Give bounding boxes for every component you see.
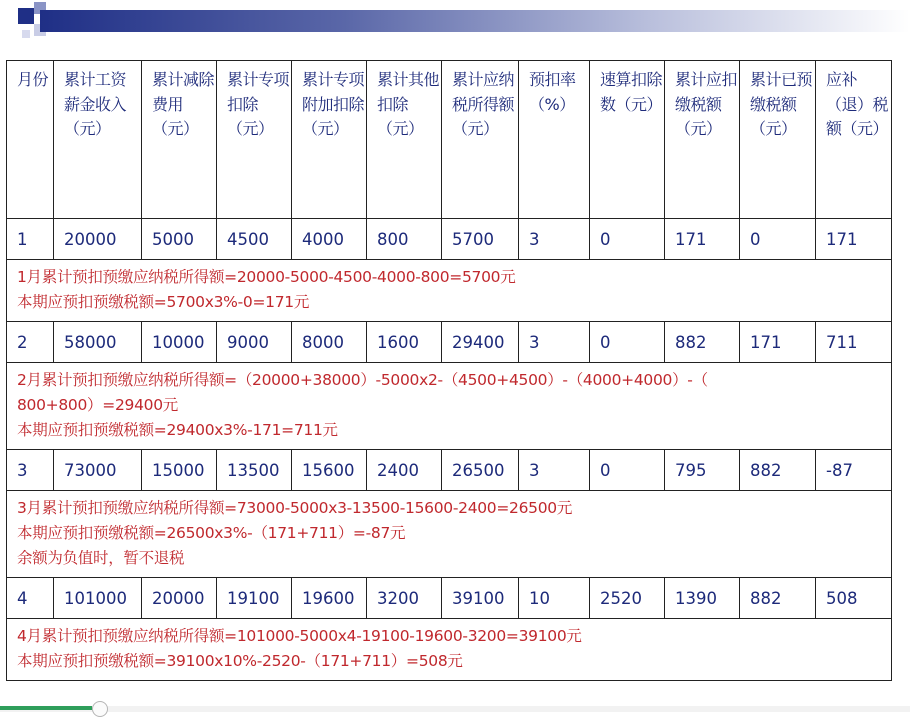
note-line: 本期应预扣预缴税额=29400x3%-171=711元 <box>17 421 338 439</box>
note-line: 2月累计预扣预缴应纳税所得额=（20000+38000）-5000x2-（4500+4500）-（4000+4000）-（ <box>17 371 708 389</box>
table-cell: 10000 <box>142 322 217 363</box>
table-cell: 73000 <box>54 450 142 491</box>
table-cell: 3 <box>519 450 590 491</box>
decor-square <box>18 8 34 24</box>
header-cell-income: 累计工资薪金收入（元） <box>54 61 142 219</box>
note-line: 本期应预扣预缴税额=5700x3%-0=171元 <box>17 293 310 311</box>
table-cell: 0 <box>740 219 816 260</box>
header-cell-tax-prepaid: 累计已预缴税额（元） <box>740 61 816 219</box>
table-cell: 20000 <box>142 578 217 619</box>
header-cell-other-deduction: 累计其他扣除（元） <box>367 61 442 219</box>
header-cell-deduction: 累计减除费用（元） <box>142 61 217 219</box>
table-cell: 0 <box>590 450 665 491</box>
header-cell-additional-deduction: 累计专项附加扣除（元） <box>292 61 367 219</box>
table-cell: 2520 <box>590 578 665 619</box>
table-cell: 2400 <box>367 450 442 491</box>
header-cell-month: 月份 <box>7 61 54 219</box>
table-cell: 882 <box>665 322 740 363</box>
table-cell: 0 <box>590 219 665 260</box>
table-cell: 171 <box>816 219 892 260</box>
note-line: 余额为负值时，暂不退税 <box>17 549 185 567</box>
table-cell: 4 <box>7 578 54 619</box>
calculation-note-row <box>7 363 892 450</box>
table-cell: 26500 <box>442 450 519 491</box>
calculation-note <box>7 260 892 322</box>
table-cell: 1600 <box>367 322 442 363</box>
table-row <box>7 450 892 491</box>
table-cell: 13500 <box>217 450 292 491</box>
table-row <box>7 219 892 260</box>
title-band <box>0 0 910 44</box>
header-row <box>7 61 892 219</box>
table-cell: 0 <box>590 322 665 363</box>
footer-scroll-knob[interactable] <box>92 701 108 717</box>
table-row <box>7 322 892 363</box>
table-cell: 508 <box>816 578 892 619</box>
table-cell: 3 <box>519 219 590 260</box>
header-cell-rate: 预扣率（%） <box>519 61 590 219</box>
table-cell: -87 <box>816 450 892 491</box>
note-line: 4月累计预扣预缴应纳税所得额=101000-5000x4-19100-19600-3200=39100元 <box>17 627 582 645</box>
table-cell: 15600 <box>292 450 367 491</box>
table-cell: 5000 <box>142 219 217 260</box>
table-cell: 711 <box>816 322 892 363</box>
header-cell-tax-payable: 累计应扣缴税额（元） <box>665 61 740 219</box>
table-cell: 19100 <box>217 578 292 619</box>
table-cell: 795 <box>665 450 740 491</box>
table-cell: 882 <box>740 578 816 619</box>
calculation-note-row <box>7 491 892 578</box>
table-cell: 171 <box>665 219 740 260</box>
table-cell: 800 <box>367 219 442 260</box>
note-line: 本期应预扣预缴税额=26500x3%-（171+711）=-87元 <box>17 524 406 542</box>
calculation-note <box>7 491 892 578</box>
title-gradient-bar <box>40 10 910 32</box>
calculation-note-row <box>7 619 892 681</box>
table-cell: 9000 <box>217 322 292 363</box>
table-cell: 882 <box>740 450 816 491</box>
header-cell-taxable-income: 累计应纳税所得额（元） <box>442 61 519 219</box>
table-cell: 2 <box>7 322 54 363</box>
footer-line <box>0 706 910 712</box>
table-cell: 3 <box>7 450 54 491</box>
table-cell: 171 <box>740 322 816 363</box>
header-cell-quick-deduction: 速算扣除数（元） <box>590 61 665 219</box>
table-cell: 15000 <box>142 450 217 491</box>
table-row <box>7 578 892 619</box>
withholding-tax-table <box>6 60 892 681</box>
note-line: 本期应预扣预缴税额=39100x10%-2520-（171+711）=508元 <box>17 652 463 670</box>
header-cell-special-deduction: 累计专项扣除（元） <box>217 61 292 219</box>
table-cell: 3200 <box>367 578 442 619</box>
calculation-note <box>7 619 892 681</box>
footer-accent <box>0 706 92 710</box>
table-cell: 1390 <box>665 578 740 619</box>
table-cell: 10 <box>519 578 590 619</box>
note-line: 800+800）=29400元 <box>17 396 178 414</box>
header-cell-tax-due: 应补（退）税额（元） <box>816 61 892 219</box>
table-cell: 19600 <box>292 578 367 619</box>
table-cell: 101000 <box>54 578 142 619</box>
table-cell: 8000 <box>292 322 367 363</box>
table-cell: 29400 <box>442 322 519 363</box>
table-cell: 5700 <box>442 219 519 260</box>
decor-square <box>22 30 30 38</box>
calculation-note <box>7 363 892 450</box>
table-cell: 4000 <box>292 219 367 260</box>
calculation-note-row <box>7 260 892 322</box>
table-cell: 3 <box>519 322 590 363</box>
table-cell: 4500 <box>217 219 292 260</box>
table-cell: 20000 <box>54 219 142 260</box>
note-line: 1月累计预扣预缴应纳税所得额=20000-5000-4500-4000-800=5700元 <box>17 268 516 286</box>
note-line: 3月累计预扣预缴应纳税所得额=73000-5000x3-13500-15600-2400=26500元 <box>17 499 573 517</box>
table-cell: 39100 <box>442 578 519 619</box>
table-cell: 58000 <box>54 322 142 363</box>
table-cell: 1 <box>7 219 54 260</box>
